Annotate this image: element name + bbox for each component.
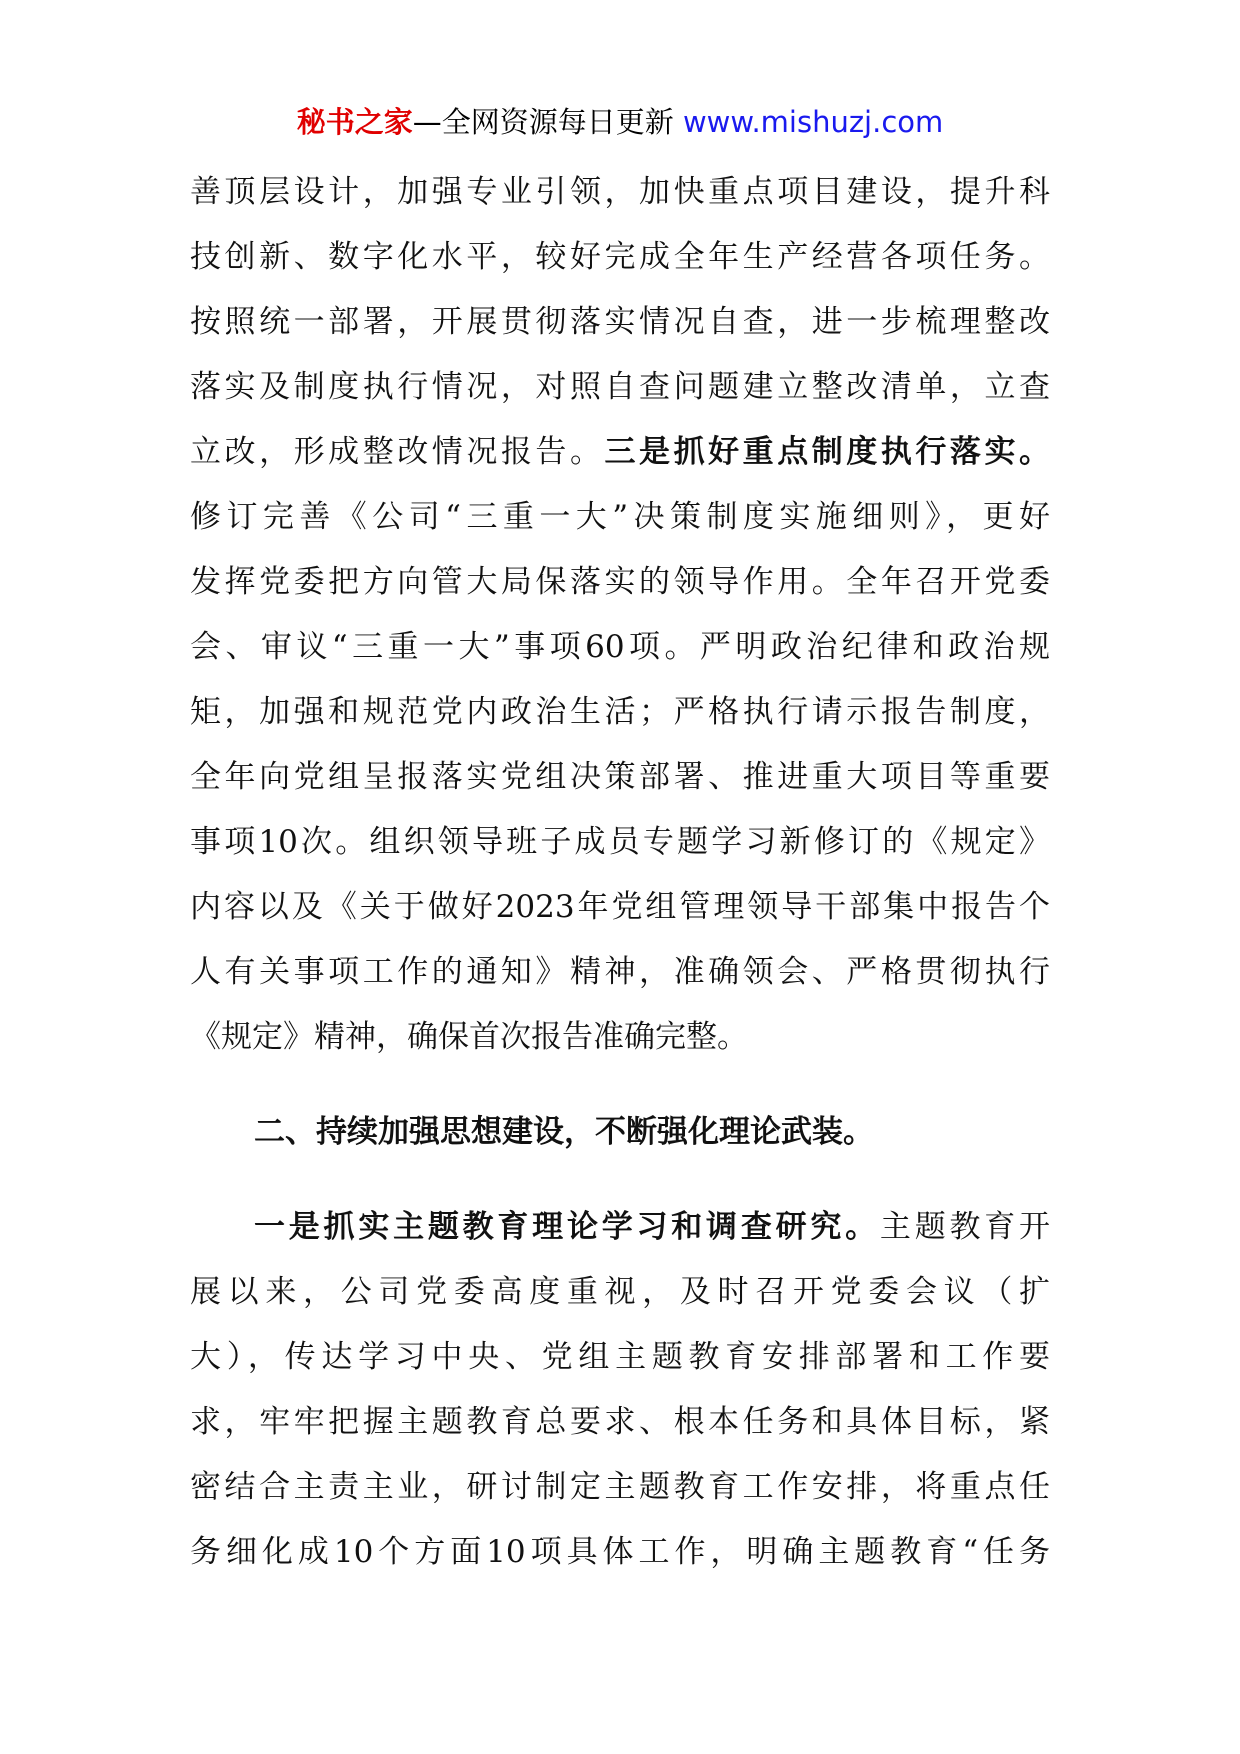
paragraph-line: 展以来，公司党委高度重视，及时召开党委会议（扩: [190, 1274, 1050, 1310]
paragraph-line: 修订完善《公司“三重一大”决策制度实施细则》，更好: [190, 499, 1050, 535]
paragraph-line: 会、审议“三重一大”事项60项。严明政治纪律和政治规: [190, 629, 1050, 665]
document-body: [190, 160, 1050, 1585]
paragraph-line: 善顶层设计，加强专业引领，加快重点项目建设，提升科: [190, 174, 1050, 210]
header-url-link[interactable]: www.mishuzj.com: [682, 105, 944, 139]
paragraph-line: 大），传达学习中央、党组主题教育安排部署和工作要: [190, 1339, 1050, 1375]
paragraph-line: 人有关事项工作的通知》精神，准确领会、严格贯彻执行: [190, 954, 1050, 990]
paragraph-line: [190, 1195, 1050, 1260]
line-text: 立改，形成整改情况报告。: [190, 434, 605, 470]
paragraph-line: 落实及制度执行情况，对照自查问题建立整改清单，立查: [190, 369, 1050, 405]
section-gap: [190, 1070, 1050, 1100]
page-header: [0, 102, 1240, 142]
paragraph-line: 务细化成10个方面10项具体工作，明确主题教育“任务: [190, 1534, 1050, 1570]
bold-lead-in: 一是抓实主题教育理论学习和调查研究。: [254, 1209, 880, 1245]
section-heading: 二、持续加强思想建设，不断强化理论武装。: [254, 1114, 874, 1150]
paragraph-line: [190, 420, 1050, 485]
paragraph-line: 密结合主责主业，研讨制定主题教育工作安排，将重点任: [190, 1469, 1050, 1505]
header-brand: 秘书之家: [296, 105, 413, 139]
paragraph-line: 《规定》精神，确保首次报告准确完整。: [190, 1019, 748, 1055]
line-text: 主题教育开: [879, 1209, 1051, 1245]
section-gap: [190, 1165, 1050, 1195]
paragraph-line: 发挥党委把方向管大局保落实的领导作用。全年召开党委: [190, 564, 1050, 600]
bold-lead-in: 三是抓好重点制度执行落实。: [604, 434, 1050, 470]
paragraph-line: 全年向党组呈报落实党组决策部署、推进重大项目等重要: [190, 759, 1050, 795]
paragraph-line: 矩，加强和规范党内政治生活；严格执行请示报告制度，: [190, 694, 1050, 730]
paragraph-line: 求，牢牢把握主题教育总要求、根本任务和具体目标，紧: [190, 1404, 1050, 1440]
header-tagline: —全网资源每日更新: [412, 105, 683, 139]
paragraph-line: 按照统一部署，开展贯彻落实情况自查，进一步梳理整改: [190, 304, 1050, 340]
paragraph-line: 内容以及《关于做好2023年党组管理领导干部集中报告个: [190, 889, 1050, 925]
paragraph-line: 技创新、数字化水平，较好完成全年生产经营各项任务。: [190, 239, 1050, 275]
paragraph-line: 事项10次。组织领导班子成员专题学习新修订的《规定》: [190, 824, 1050, 860]
